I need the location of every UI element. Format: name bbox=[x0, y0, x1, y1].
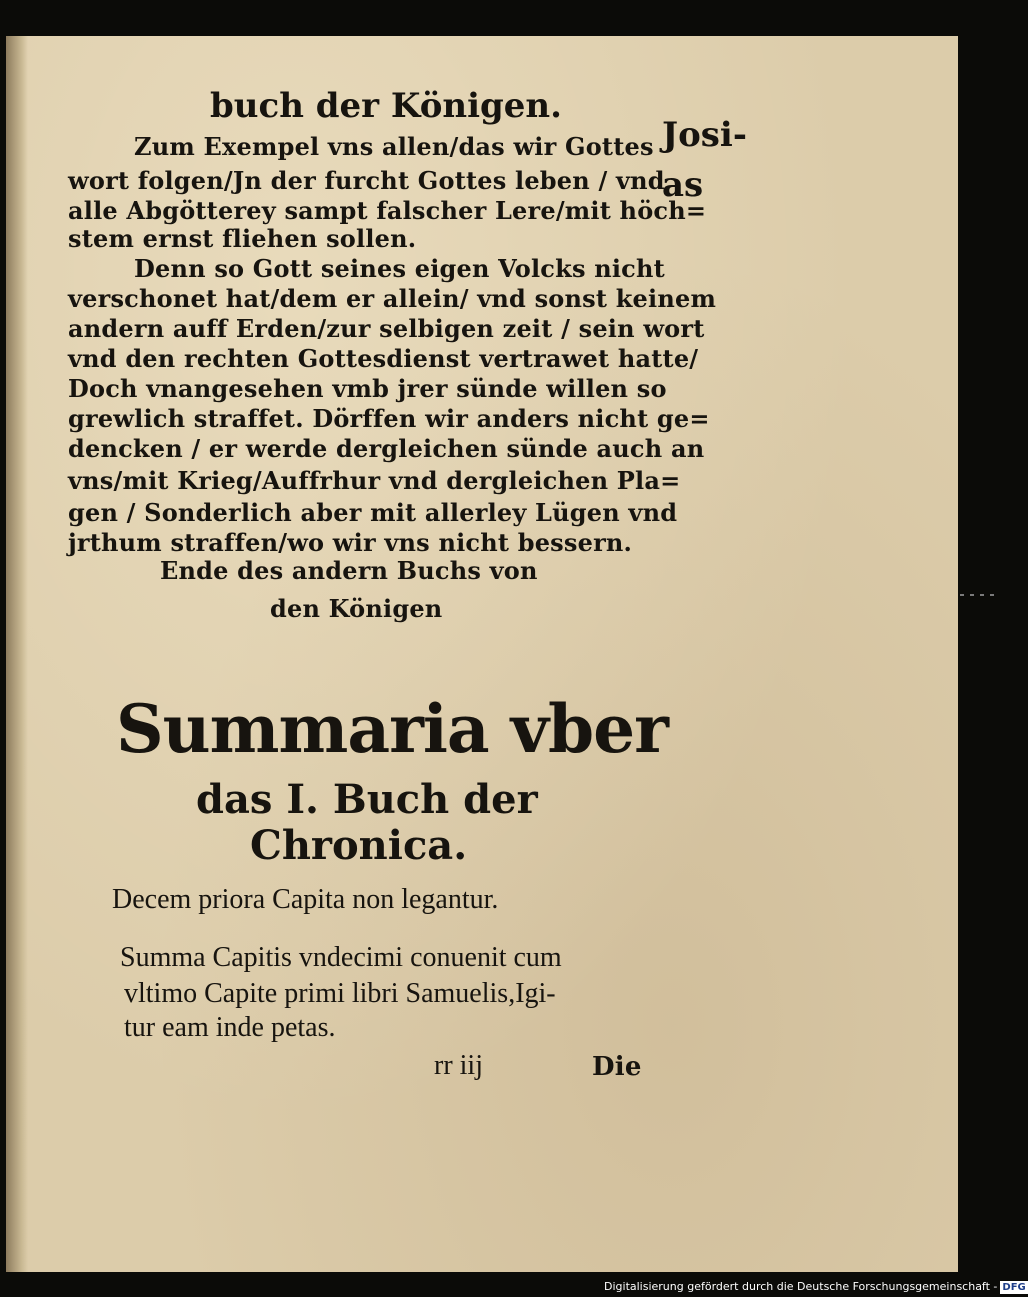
summary-subtitle-line-2: Chronica. bbox=[250, 822, 468, 869]
body-line: vns/mit Krieg/Auffrhur vnd dergleichen Pla= bbox=[68, 466, 681, 495]
margin-note-line-1: Josi- bbox=[662, 115, 747, 155]
body-line: jrthum straffen/wo wir vns nicht bessern. bbox=[68, 528, 633, 557]
dfg-logo: DFG bbox=[1002, 1281, 1026, 1293]
signature-mark: rr iij bbox=[434, 1050, 483, 1081]
running-header: buch der Königen. bbox=[210, 86, 562, 126]
body-line: alle Abgötterey sampt falscher Lere/mit höch= bbox=[68, 196, 707, 225]
body-line: dencken / er werde dergleichen sünde auch an bbox=[68, 434, 705, 463]
summary-subtitle-line-1: das I. Buch der bbox=[196, 776, 538, 823]
body-line: Zum Exempel vns allen/das wir Gottes bbox=[134, 132, 654, 161]
scan-edge-marker bbox=[960, 594, 1000, 596]
book-end-line: den Königen bbox=[270, 594, 443, 623]
body-line: verschonet hat/dem er allein/ vnd sonst keinem bbox=[68, 284, 717, 313]
summary-title: Summaria vber bbox=[116, 690, 668, 768]
page-spine-shadow bbox=[6, 36, 28, 1272]
catchword: Die bbox=[592, 1052, 642, 1082]
latin-line: Summa Capitis vndecimi conuenit cum bbox=[120, 942, 562, 973]
digitization-credit bbox=[604, 1280, 1028, 1297]
margin-note-line-2: as bbox=[662, 165, 704, 205]
credit-text: Digitalisierung gefördert durch die Deutsche Forschungsgemeinschaft - bbox=[604, 1280, 998, 1293]
body-line: Doch vnangesehen vmb jrer sünde willen so bbox=[68, 374, 667, 403]
body-line: Denn so Gott seines eigen Volcks nicht bbox=[134, 254, 665, 283]
body-line: wort folgen/Jn der furcht Gottes leben / vnd bbox=[68, 166, 665, 195]
book-end-line: Ende des andern Buchs von bbox=[160, 556, 538, 585]
latin-line: vltimo Capite primi libri Samuelis,Igi- bbox=[124, 978, 556, 1009]
body-line: vnd den rechten Gottesdienst vertrawet hatte/ bbox=[68, 344, 699, 373]
body-line: grewlich straffet. Dörffen wir anders nicht ge= bbox=[68, 404, 710, 433]
latin-line: Decem priora Capita non legantur. bbox=[112, 884, 499, 915]
body-line: stem ernst fliehen sollen. bbox=[68, 224, 417, 253]
body-line: andern auff Erden/zur selbigen zeit / sein wort bbox=[68, 314, 705, 343]
body-line: gen / Sonderlich aber mit allerley Lügen vnd bbox=[68, 498, 678, 527]
latin-line: tur eam inde petas. bbox=[124, 1012, 336, 1043]
